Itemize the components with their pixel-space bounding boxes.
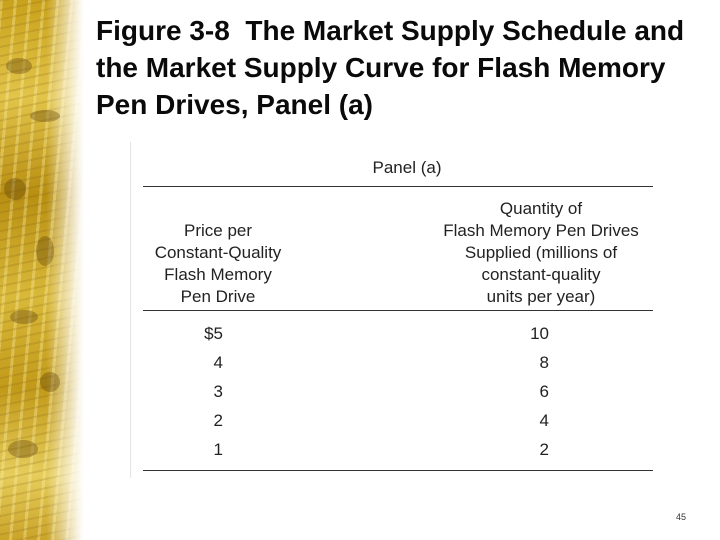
header-line: Constant-Quality [154, 243, 282, 262]
price-cell: 3 [213, 382, 223, 401]
quantity-cell: 2 [539, 440, 549, 459]
page-number: 45 [676, 512, 687, 522]
quantity-cell: 8 [539, 353, 549, 372]
header-line: Price per [183, 221, 253, 240]
table-top-rule [143, 186, 653, 187]
header-line: Quantity of [499, 199, 583, 218]
decorative-shape [10, 310, 38, 324]
price-cell: 2 [213, 411, 223, 430]
figure-caption: The Market Supply Schedule and the Market Supply Curve for Flash Memory Pen Drives, Panel (a) [96, 15, 685, 120]
quantity-cell: 10 [530, 324, 549, 343]
figure-number: Figure 3-8 [96, 15, 230, 46]
header-line: constant-quality [481, 265, 601, 284]
decorative-side-image [0, 0, 84, 540]
header-bottom-rule [143, 310, 653, 311]
decorative-shape [8, 440, 38, 458]
panel-heading: Panel (a) [372, 158, 442, 177]
price-cell: $5 [204, 324, 223, 343]
quantity-cell: 4 [539, 411, 549, 430]
price-cell: 1 [213, 440, 223, 459]
decorative-shape [40, 372, 60, 392]
slide-title [96, 12, 706, 123]
header-line: Flash Memory [164, 265, 272, 284]
header-line: Supplied (millions of [464, 243, 618, 262]
decorative-shape [6, 58, 32, 74]
quantity-column-header [421, 198, 661, 308]
header-line: Flash Memory Pen Drives [443, 221, 639, 240]
price-cell: 4 [213, 353, 223, 372]
header-line: units per year) [486, 287, 596, 306]
quantity-cell: 6 [539, 382, 549, 401]
price-column-header [139, 220, 297, 308]
table-bottom-rule [143, 470, 653, 471]
supply-schedule-table [130, 142, 661, 478]
decorative-shape [30, 110, 60, 122]
header-line: Pen Drive [180, 287, 256, 306]
decorative-shape [36, 236, 54, 266]
decorative-shape [4, 178, 26, 200]
